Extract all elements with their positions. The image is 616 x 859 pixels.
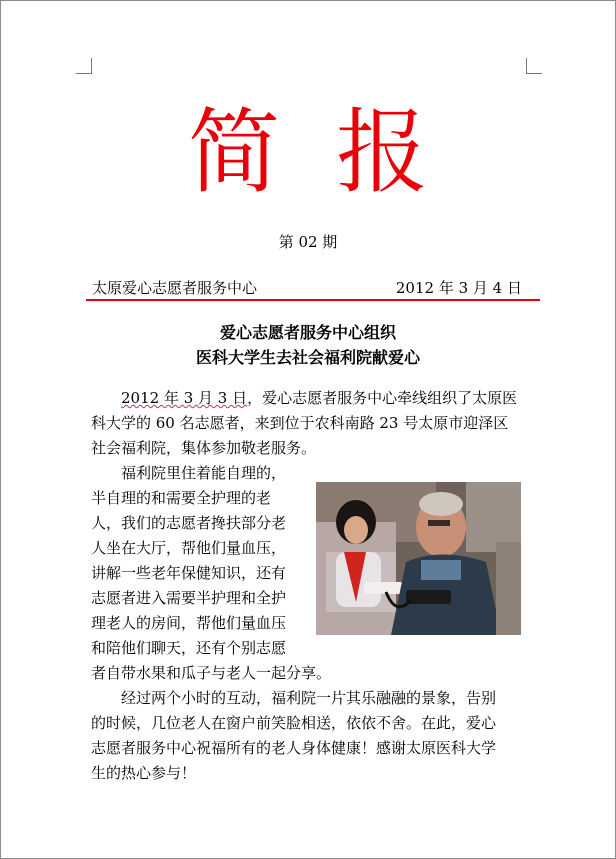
volunteer-photo-illustration [316,482,521,635]
text-line: 生的热心参与！ [91,764,197,782]
text-line: 经过两个小时的互动，福利院一片其乐融融的景象，告别 [91,689,497,707]
headline-line: 医科大学生去社会福利院献爱心 [195,348,420,367]
article-headline [0,320,616,370]
text-line: 志愿者服务中心祝福所有的老人身体健康！感谢太原医科大学 [91,739,497,757]
masthead-char: 简 [187,99,280,206]
headline-line: 爱心志愿者服务中心组织 [219,323,396,342]
text-line: 的时候，几位老人在窗户前笑脸相送，依依不舍。在此，爱心 [91,714,497,732]
paragraph-3 [91,686,525,786]
spelling-underlined-date: 2012 年 3 月 3 日 [121,389,248,407]
newsletter-masthead [0,98,616,208]
text-line: 讲解一些老年保健知识，还有 [91,564,287,582]
paragraph-2-continued [91,661,525,686]
issue-number: 第 02 期 [278,233,338,251]
text-line: 者自带水果和瓜子与老人一起分享。 [91,664,332,682]
header-rule [86,299,540,301]
text-line: 理老人的房间，帮他们量血压 [91,614,287,632]
masthead-char: 报 [336,99,429,206]
text-line: 半自理的和需要全护理的老 [91,489,272,507]
text-line: 社会福利院，集体参加敬老服务。 [91,439,317,457]
organization-name: 太原爱心志愿者服务中心 [92,279,258,297]
margin-corner-mark [76,58,92,74]
text-line: 福利院里住着能自理的， [91,464,287,482]
text-line: 志愿者进入需要半护理和全护 [91,589,287,607]
text-line: 人坐在大厅，帮他们量血压， [91,539,287,557]
text-fragment: ，爱心志愿者服务中心牵线组织了太原医 [247,389,518,407]
text-line: 和陪他们聊天，还有个别志愿 [91,639,287,657]
paragraph-2 [91,461,321,661]
publish-date: 2012 年 3 月 4 日 [395,279,522,297]
text-line: 科大学的 60 名志愿者，来到位于农科南路 23 号太原市迎泽区 [91,414,509,432]
margin-corner-mark [526,58,542,74]
text-line [91,386,525,411]
paragraph-1 [91,386,525,461]
article-photo [316,482,521,635]
text-line: 人，我们的志愿者搀扶部分老 [91,514,287,532]
